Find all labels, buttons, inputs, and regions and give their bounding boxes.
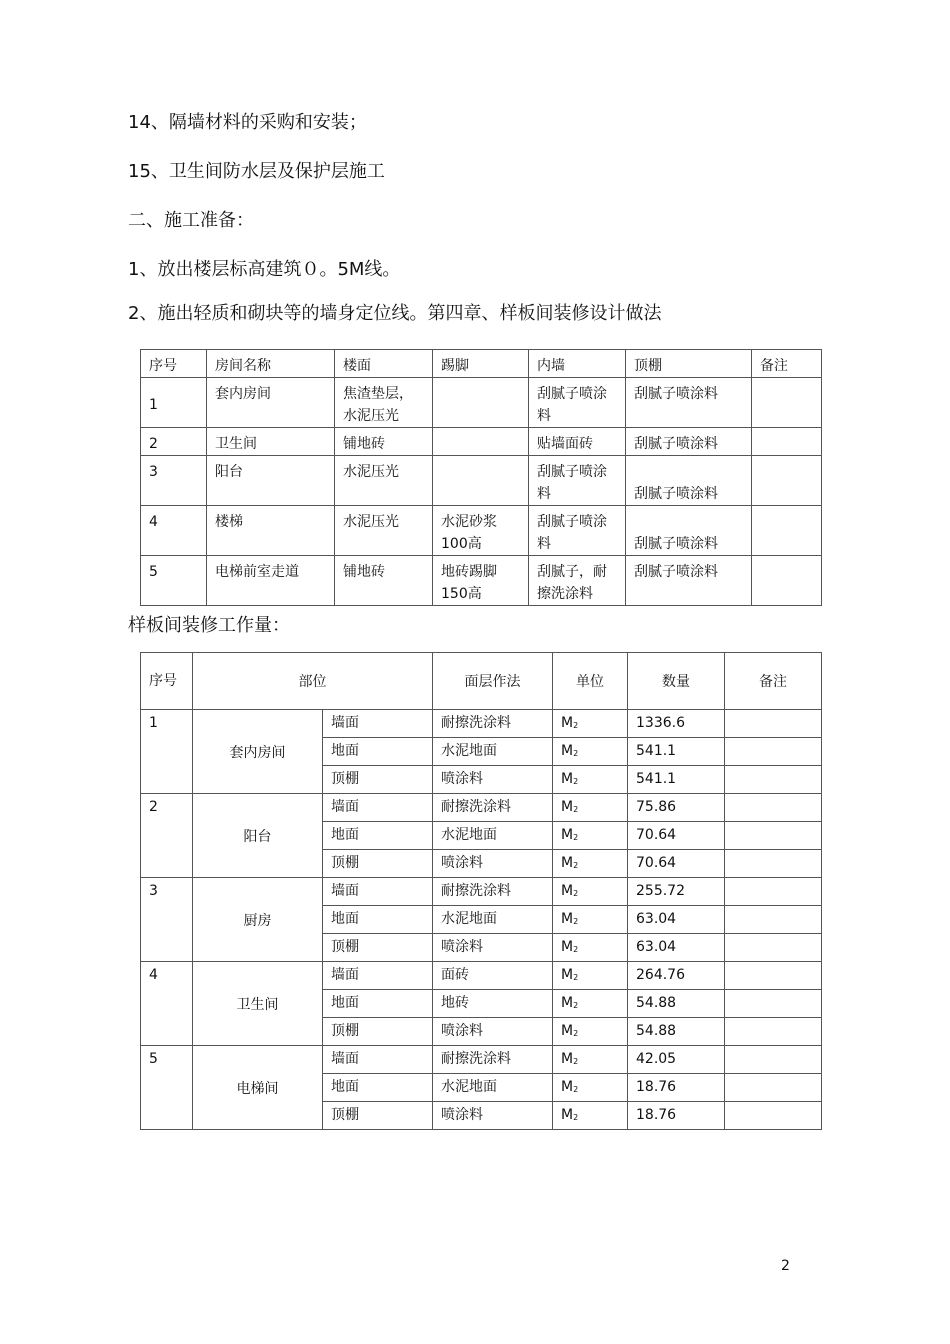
column-header-qty: 数量	[628, 653, 725, 710]
unit-sub: 2	[573, 1085, 579, 1094]
section-heading-preparation: 二、施工准备：	[128, 210, 254, 231]
table-cell	[752, 378, 822, 428]
finish-method: 面砖	[433, 962, 553, 990]
unit-main: M	[561, 995, 574, 1011]
table-cell: 楼梯	[207, 506, 335, 556]
table-cell: 铺地砖	[335, 556, 433, 606]
paragraph-item-14: 14、隔墙材料的采购和安装；	[128, 112, 367, 133]
surface-part: 地面	[323, 990, 433, 1018]
surface-part: 顶棚	[323, 934, 433, 962]
quantity-cell: 264.76	[628, 962, 725, 990]
unit-main: M	[561, 799, 574, 815]
column-header: 备注	[752, 350, 822, 378]
quantity-cell: 1336.6	[628, 710, 725, 738]
row-seq: 2	[141, 794, 193, 878]
note-cell	[725, 962, 822, 990]
table-cell: 水泥压光	[335, 506, 433, 556]
table-cell	[752, 456, 822, 506]
surface-part: 顶棚	[323, 766, 433, 794]
note-cell	[725, 738, 822, 766]
unit-sub: 2	[573, 1113, 579, 1122]
unit-sub: 2	[573, 777, 579, 786]
finish-method: 水泥地面	[433, 1074, 553, 1102]
page-number: 2	[781, 1258, 790, 1274]
finish-method: 水泥地面	[433, 906, 553, 934]
surface-part: 地面	[323, 822, 433, 850]
row-seq: 1	[141, 710, 193, 794]
surface-part: 顶棚	[323, 850, 433, 878]
table-row	[141, 556, 822, 606]
unit-sub: 2	[573, 973, 579, 982]
table-cell: 贴墙面砖	[529, 428, 626, 456]
unit-main: M	[561, 855, 574, 871]
unit-cell	[553, 934, 628, 962]
table-header-row	[141, 350, 822, 378]
unit-cell	[553, 710, 628, 738]
unit-cell	[553, 878, 628, 906]
table-cell: 刮腻子喷涂料	[626, 456, 752, 506]
table-cell: 焦渣垫层，水泥压光	[335, 378, 433, 428]
table-cell: 刮腻子，耐擦洗涂料	[529, 556, 626, 606]
table-cell: 地砖踢脚150高	[433, 556, 529, 606]
finish-method: 喷涂料	[433, 1018, 553, 1046]
unit-sub: 2	[573, 889, 579, 898]
note-cell	[725, 850, 822, 878]
column-header-seq: 序号	[141, 653, 193, 710]
table-row	[141, 710, 822, 738]
unit-sub: 2	[573, 945, 579, 954]
surface-part: 墙面	[323, 1046, 433, 1074]
room-name: 电梯间	[193, 1046, 323, 1130]
unit-main: M	[561, 1023, 574, 1039]
table-cell: 铺地砖	[335, 428, 433, 456]
table-cell: 刮腻子喷涂料	[529, 456, 626, 506]
table-cell: 刮腻子喷涂料	[529, 378, 626, 428]
note-cell	[725, 1102, 822, 1130]
quantity-cell: 63.04	[628, 934, 725, 962]
table-cell: 1	[141, 378, 207, 428]
unit-main: M	[561, 911, 574, 927]
table-cell: 水泥压光	[335, 456, 433, 506]
finish-method: 喷涂料	[433, 766, 553, 794]
table-header-row	[141, 653, 822, 710]
table-cell: 卫生间	[207, 428, 335, 456]
room-name: 套内房间	[193, 710, 323, 794]
finish-method: 喷涂料	[433, 1102, 553, 1130]
table-cell: 套内房间	[207, 378, 335, 428]
unit-main: M	[561, 743, 574, 759]
unit-main: M	[561, 939, 574, 955]
table-row	[141, 1046, 822, 1074]
quantity-cell: 541.1	[628, 766, 725, 794]
table-cell: 刮腻子喷涂料	[626, 506, 752, 556]
unit-main: M	[561, 1079, 574, 1095]
unit-sub: 2	[573, 1029, 579, 1038]
table-cell: 刮腻子喷涂料	[529, 506, 626, 556]
paragraph-prep-1: 1、放出楼层标高建筑０。5M线。	[128, 259, 401, 280]
surface-part: 墙面	[323, 962, 433, 990]
unit-cell	[553, 850, 628, 878]
column-header-finish: 面层作法	[433, 653, 553, 710]
table-row	[141, 428, 822, 456]
surface-part: 顶棚	[323, 1102, 433, 1130]
unit-cell	[553, 738, 628, 766]
column-header: 踢脚	[433, 350, 529, 378]
surface-part: 墙面	[323, 794, 433, 822]
quantity-cell: 70.64	[628, 850, 725, 878]
quantity-cell: 54.88	[628, 990, 725, 1018]
finish-method: 喷涂料	[433, 850, 553, 878]
note-cell	[725, 906, 822, 934]
unit-main: M	[561, 771, 574, 787]
finish-method: 喷涂料	[433, 934, 553, 962]
table-cell: 刮腻子喷涂料	[626, 378, 752, 428]
row-seq: 5	[141, 1046, 193, 1130]
quantity-cell: 54.88	[628, 1018, 725, 1046]
unit-main: M	[561, 1051, 574, 1067]
finish-method: 水泥地面	[433, 822, 553, 850]
unit-sub: 2	[573, 861, 579, 870]
table-cell	[752, 428, 822, 456]
table-row	[141, 962, 822, 990]
room-name: 卫生间	[193, 962, 323, 1046]
unit-cell	[553, 906, 628, 934]
unit-sub: 2	[573, 1001, 579, 1010]
finish-method: 耐擦洗涂料	[433, 878, 553, 906]
table-cell: 3	[141, 456, 207, 506]
column-header: 序号	[141, 350, 207, 378]
unit-cell	[553, 990, 628, 1018]
table-row	[141, 456, 822, 506]
row-seq: 4	[141, 962, 193, 1046]
table-cell	[433, 428, 529, 456]
note-cell	[725, 878, 822, 906]
paragraph-item-15: 15、卫生间防水层及保护层施工	[128, 161, 385, 182]
table-cell	[752, 556, 822, 606]
quantity-cell: 70.64	[628, 822, 725, 850]
unit-cell	[553, 962, 628, 990]
unit-main: M	[561, 967, 574, 983]
quantity-cell: 18.76	[628, 1102, 725, 1130]
note-cell	[725, 1074, 822, 1102]
unit-cell	[553, 1074, 628, 1102]
table-row	[141, 794, 822, 822]
unit-cell	[553, 766, 628, 794]
finish-method: 地砖	[433, 990, 553, 1018]
table-cell: 阳台	[207, 456, 335, 506]
unit-main: M	[561, 883, 574, 899]
note-cell	[725, 990, 822, 1018]
finish-method: 耐擦洗涂料	[433, 1046, 553, 1074]
surface-part: 顶棚	[323, 1018, 433, 1046]
note-cell	[725, 1046, 822, 1074]
quantity-cell: 255.72	[628, 878, 725, 906]
table-cell: 刮腻子喷涂料	[626, 556, 752, 606]
unit-cell	[553, 794, 628, 822]
unit-cell	[553, 1102, 628, 1130]
unit-cell	[553, 1046, 628, 1074]
table-cell: 电梯前室走道	[207, 556, 335, 606]
unit-cell	[553, 822, 628, 850]
quantity-cell: 18.76	[628, 1074, 725, 1102]
note-cell	[725, 822, 822, 850]
note-cell	[725, 934, 822, 962]
row-seq: 3	[141, 878, 193, 962]
unit-sub: 2	[573, 805, 579, 814]
note-cell	[725, 766, 822, 794]
quantity-cell: 75.86	[628, 794, 725, 822]
unit-sub: 2	[573, 917, 579, 926]
table-row	[141, 378, 822, 428]
note-cell	[725, 710, 822, 738]
finish-schedule-table	[140, 349, 822, 606]
column-header: 楼面	[335, 350, 433, 378]
table-row	[141, 506, 822, 556]
table-cell	[433, 378, 529, 428]
column-header: 内墙	[529, 350, 626, 378]
finish-method: 耐擦洗涂料	[433, 710, 553, 738]
unit-cell	[553, 1018, 628, 1046]
column-header-part: 部位	[193, 653, 433, 710]
surface-part: 地面	[323, 1074, 433, 1102]
surface-part: 墙面	[323, 878, 433, 906]
unit-main: M	[561, 827, 574, 843]
quantity-cell: 42.05	[628, 1046, 725, 1074]
section-title: 样板间装修工作量：	[128, 615, 290, 636]
unit-sub: 2	[573, 749, 579, 758]
note-cell	[725, 1018, 822, 1046]
surface-part: 地面	[323, 738, 433, 766]
unit-main: M	[561, 1107, 574, 1123]
quantity-cell: 541.1	[628, 738, 725, 766]
table-cell	[752, 506, 822, 556]
column-header: 顶棚	[626, 350, 752, 378]
finish-method: 耐擦洗涂料	[433, 794, 553, 822]
paragraph-prep-2: 2、施出轻质和砌块等的墙身定位线。第四章、样板间装修设计做法	[128, 303, 662, 324]
column-header-note: 备注	[725, 653, 822, 710]
note-cell	[725, 794, 822, 822]
room-name: 厨房	[193, 878, 323, 962]
quantity-cell: 63.04	[628, 906, 725, 934]
column-header-unit: 单位	[553, 653, 628, 710]
surface-part: 地面	[323, 906, 433, 934]
column-header: 房间名称	[207, 350, 335, 378]
finish-method: 水泥地面	[433, 738, 553, 766]
surface-part: 墙面	[323, 710, 433, 738]
table-cell	[433, 456, 529, 506]
unit-sub: 2	[573, 833, 579, 842]
unit-main: M	[561, 715, 574, 731]
table-row	[141, 878, 822, 906]
table-cell: 5	[141, 556, 207, 606]
workload-table	[140, 652, 822, 1130]
table-cell: 水泥砂浆100高	[433, 506, 529, 556]
table-cell: 刮腻子喷涂料	[626, 428, 752, 456]
table-cell: 2	[141, 428, 207, 456]
unit-sub: 2	[573, 1057, 579, 1066]
unit-sub: 2	[573, 721, 579, 730]
table-cell: 4	[141, 506, 207, 556]
room-name: 阳台	[193, 794, 323, 878]
